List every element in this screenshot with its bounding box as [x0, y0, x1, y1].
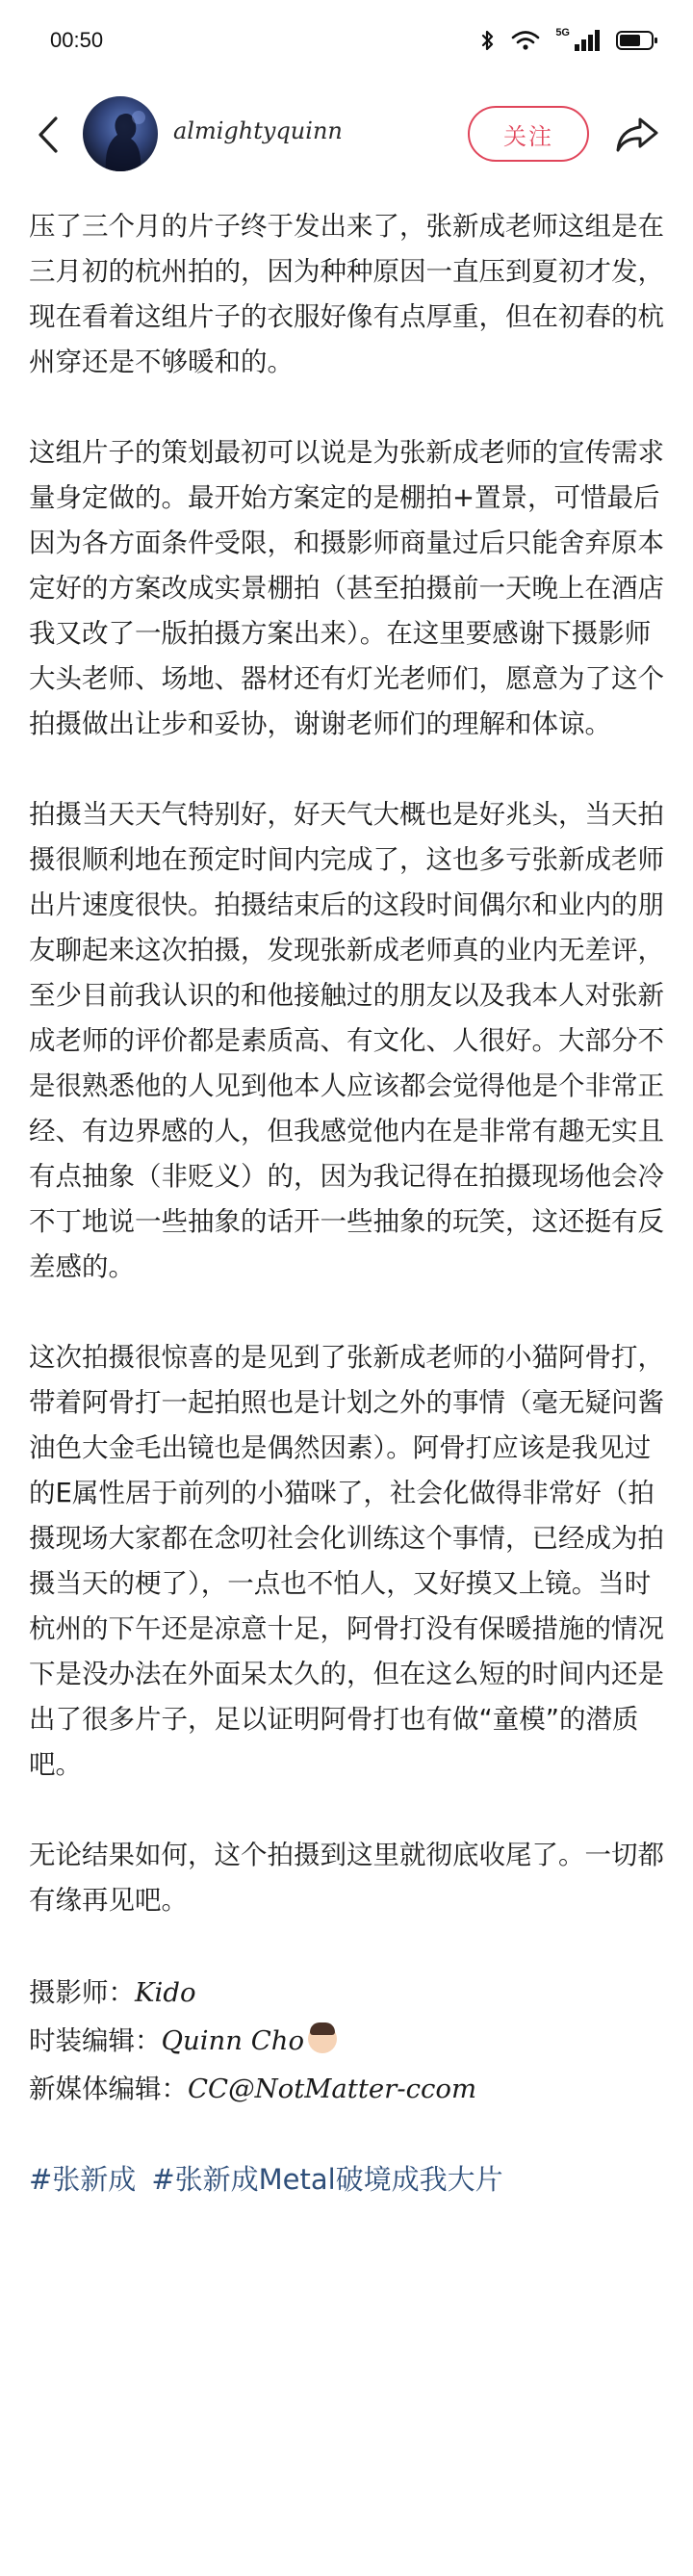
share-icon — [615, 116, 659, 154]
avatar[interactable] — [83, 96, 158, 171]
hashtag-list — [29, 2155, 668, 2203]
battery-icon — [616, 30, 658, 51]
status-bar — [0, 0, 693, 81]
back-button[interactable] — [21, 108, 75, 162]
post-paragraph: 这组片子的策划最初可以说是为张新成老师的宣传需求量身定做的。最开始方案定的是棚拍+置景，可惜最后因为各方面条件受限，和摄影师商量过后只能舍弃原本定好的方案改成实景棚拍（甚至拍摄前一天晚上在酒店我又改了一版拍摄方案出来）。在这里要感谢下摄影师大头老师、场地、器材还有灯光老师们，愿意为了这个拍摄做出让步和妥协，谢谢老师们的理解和体谅。 — [29, 437, 664, 739]
post-content — [29, 204, 668, 2203]
credit-name[interactable]: CC@NotMatter-ccom — [188, 2074, 477, 2104]
person-emoji-icon — [308, 2024, 337, 2053]
credit-fashion-editor — [29, 2017, 668, 2065]
status-icons — [480, 29, 658, 52]
credit-name: Quinn Cho — [161, 2025, 305, 2056]
author-header — [0, 89, 693, 181]
credits — [29, 1969, 668, 2113]
credit-photographer — [29, 1969, 668, 2017]
post-paragraph: 无论结果如何，这个拍摄到这里就彻底收尾了。一切都有缘再见吧。 — [29, 1840, 664, 1916]
post-paragraph: 压了三个月的片子终于发出来了，张新成老师这组是在三月初的杭州拍的，因为种种原因一直压到夏初才发，现在看着这组片子的衣服好像有点厚重，但在初春的杭州穿还是不够暖和的。 — [29, 211, 664, 377]
credit-role: 摄影师： — [29, 1977, 135, 2008]
network-type-label: 5G — [555, 27, 570, 39]
post-paragraph: 这次拍摄很惊喜的是见到了张新成老师的小猫阿骨打，带着阿骨打一起拍照也是计划之外的事情（毫无疑问酱油色大金毛出镜也是偶然因素）。阿骨打应该是我见过的E属性居于前列的小猫咪了，社会化做得非常好（拍摄现场大家都在念叨社会化训练这个事情，已经成为拍摄当天的梗了），一点也不怕人，又好摸又上镜。当时杭州的下午还是凉意十足，阿骨打没有保暖措施的情况下是没办法在外面呆太久的，但在这么短的时间内还是出了很多片子，足以证明阿骨打也有做“童模”的潜质吧。 — [29, 1342, 664, 1780]
signal-icon — [574, 30, 601, 51]
avatar-image — [83, 96, 158, 171]
username[interactable]: almightyquinn — [173, 117, 343, 144]
hashtag-link[interactable]: #张新成Metal破境成我大片 — [151, 2163, 503, 2196]
follow-button[interactable]: 关注 — [468, 106, 589, 162]
credit-new-media-editor — [29, 2065, 668, 2113]
chevron-left-icon — [38, 116, 59, 153]
credit-role: 新媒体编辑： — [29, 2074, 188, 2104]
credit-role: 时装编辑： — [29, 2025, 162, 2056]
credit-name: Kido — [135, 1977, 196, 2008]
share-button[interactable] — [610, 110, 664, 160]
post-paragraph: 拍摄当天天气特别好，好天气大概也是好兆头，当天拍摄很顺利地在预定时间内完成了，这也多亏张新成老师出片速度很快。拍摄结束后的这段时间偶尔和业内的朋友聊起来这次拍摄，发现张新成老师真的业内无差评，至少目前我认识的和他接触过的朋友以及我本人对张新成老师的评价都是素质高、有文化、人很好。大部分不是很熟悉他的人见到他本人应该都会觉得他是个非常正经、有边界感的人，但我感觉他内在是非常有趣无实且有点抽象（非贬义）的，因为我记得在拍摄现场他会冷不丁地说一些抽象的话开一些抽象的玩笑，这还挺有反差感的。 — [29, 799, 664, 1282]
hashtag-link[interactable]: #张新成 — [29, 2163, 137, 2196]
status-time: 00:50 — [50, 28, 104, 52]
wifi-icon — [511, 30, 540, 51]
bluetooth-icon — [480, 29, 496, 52]
